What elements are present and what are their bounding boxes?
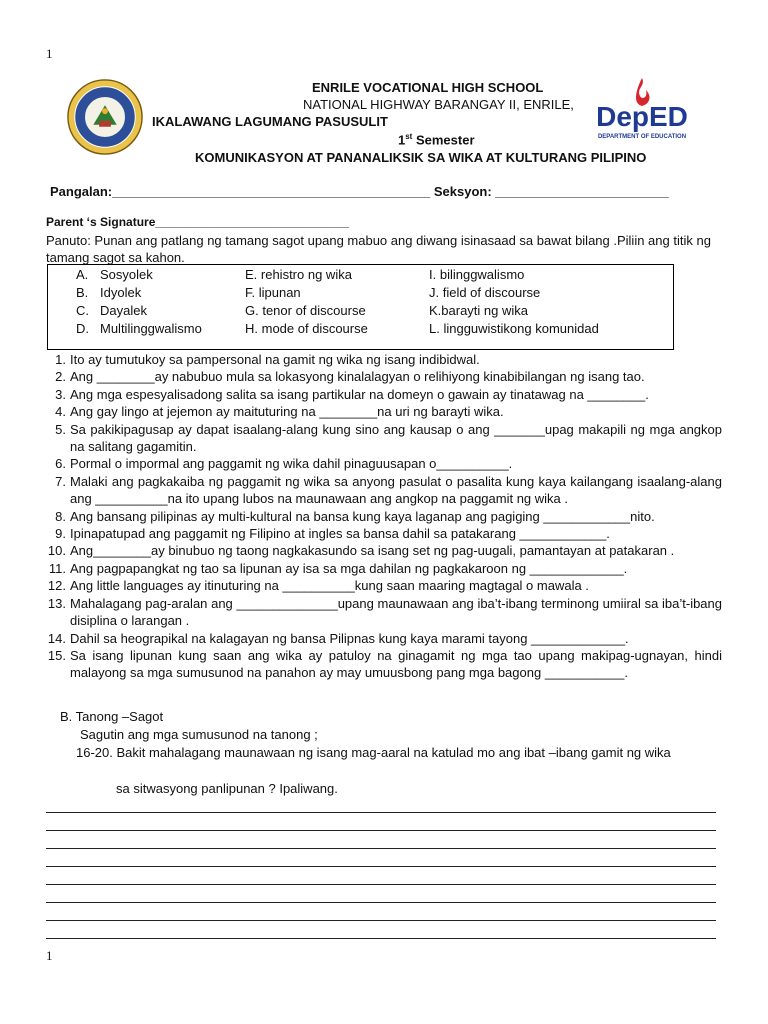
- page-number-bottom: 1: [46, 948, 53, 963]
- semester: [398, 132, 475, 147]
- item-text: Ang________ay binubuo ng taong nagkakasundo sa isang set ng pag-uugali, pamantayan at patakaran .: [70, 543, 675, 559]
- deped-logo-text: DepED: [596, 101, 688, 132]
- choice-e: E. rehistro ng wika: [245, 267, 352, 282]
- answer-line[interactable]: [46, 830, 716, 831]
- item-number: 10.: [47, 543, 66, 559]
- item-text: Ang gay lingo at jejemon ay maituturing na ________na uri ng barayti wika.: [70, 404, 504, 420]
- item-text: Ang bansang pilipinas ay multi-kultural na bansa kung kaya laganap ang pagiging ____________nito.: [70, 508, 655, 524]
- choice-letter-c: C.: [76, 303, 89, 318]
- part-b-title: B. Tanong –Sagot: [60, 709, 164, 724]
- choice-c: Dayalek: [100, 303, 147, 318]
- list-item: [42, 368, 722, 385]
- item-number: 7.: [55, 473, 66, 489]
- choice-l: L. lingguwistikong komunidad: [429, 321, 599, 336]
- item-number: 1.: [55, 352, 66, 367]
- item-number: 14.: [47, 630, 66, 646]
- item-text: Dahil sa heograpikal na kalagayan ng bansa Pilipnas kung kaya marami tayong _____________.: [70, 630, 629, 646]
- instructions: Panuto: Punan ang patlang ng tamang sagot upang mabuo ang diwang isinasaad sa bawat bilang .Piliin ang titik ng tamang sagot sa kahon.: [46, 233, 711, 265]
- page-number-top: 1: [46, 46, 53, 61]
- item-number: 2.: [55, 369, 66, 385]
- item-text: Sa isang lipunan kung saan ang wika ay patuloy na ginagamit ng mga tao upang makipag-ugnayan, hindi malayong sa mga sumusunod na panahon ay may umuusbong pang mga bagong ___________.: [70, 647, 722, 681]
- item-text: Ito ay tumutukoy sa pampersonal na gamit ng wika ng isang indibidwal.: [70, 352, 480, 367]
- list-item: [42, 595, 722, 630]
- item-number: 13.: [47, 595, 66, 611]
- choice-b: Idyolek: [100, 285, 142, 300]
- list-item: [42, 455, 722, 472]
- item-number: 9.: [55, 526, 66, 542]
- item-number: 12.: [47, 578, 66, 594]
- list-item: [42, 630, 722, 647]
- item-number: 6.: [55, 456, 66, 472]
- school-seal-logo: [66, 78, 144, 156]
- choice-letter-b: B.: [76, 285, 89, 300]
- subject-title: KOMUNIKASYON AT PANANALIKSIK SA WIKA AT KULTURANG PILIPINO: [195, 150, 647, 165]
- item-number: 3.: [55, 386, 66, 402]
- answer-line[interactable]: [46, 866, 716, 867]
- item-text: Ang mga espesyalisadong salita sa isang partikular na domeyn o gawain ay tinatawag na ________.: [70, 386, 649, 402]
- answer-line[interactable]: [46, 902, 716, 903]
- answer-line[interactable]: [46, 848, 716, 849]
- item-text: Pormal o impormal ang paggamit ng wika dahil pinaguusapan o__________.: [70, 456, 513, 472]
- list-item: [42, 560, 722, 577]
- list-item: [42, 525, 722, 542]
- semester-word: Semester: [412, 132, 475, 148]
- list-item: [42, 542, 722, 559]
- choice-i: I. bilinggwalismo: [429, 267, 525, 282]
- answer-line[interactable]: [46, 884, 716, 885]
- school-name: ENRILE VOCATIONAL HIGH SCHOOL: [312, 80, 544, 95]
- answer-line[interactable]: [46, 938, 716, 939]
- name-section-field[interactable]: Pangalan:____________________________________________ Seksyon: ________________________: [50, 184, 669, 199]
- item-text: Malaki ang pagkakaiba ng paggamit ng wika sa anyong pasulat o pasalita kung kaya kailangang isaalang-alang ang __________na ito upang lubos na maunawaan ang angkop na paggamit ng wika .: [70, 473, 722, 507]
- item-number: 15.: [47, 647, 66, 663]
- choice-j: J. field of discourse: [429, 285, 541, 300]
- choice-letter-d: D.: [76, 321, 89, 336]
- deped-logo: [596, 76, 688, 142]
- semester-superscript: st: [405, 132, 413, 141]
- school-address: NATIONAL HIGHWAY BARANGAY II, ENRILE,: [303, 97, 574, 112]
- list-item: [42, 508, 722, 525]
- part-b-direction: Sagutin ang mga sumusunod na tanong ;: [80, 727, 318, 742]
- item-text: Ang little languages ay itinuturing na __________kung saan maaring magtagal o mawala .: [70, 578, 589, 594]
- item-number: 4.: [55, 404, 66, 420]
- item-text: Mahalagang pag-aralan ang ______________upang maunawaan ang iba’t-ibang terminong umiiral sa iba’t-ibang disiplina o larangan .: [70, 595, 722, 629]
- semester-number: 1: [398, 132, 406, 148]
- choice-d: Multilinggwalismo: [100, 321, 202, 336]
- list-item: [42, 647, 722, 682]
- list-item: [42, 403, 722, 420]
- item-text: Ipinapatupad ang paggamit ng Filipino at ingles sa bansa dahil sa patakarang ____________.: [70, 526, 610, 542]
- choice-g: G. tenor of discourse: [245, 303, 366, 318]
- item-text: Sa pakikipagusap ay dapat isaalang-alang kung sino ang kausap o ang _______upag makapili ng mga angkop na salitang gagamitin.: [70, 421, 722, 455]
- question-list: [42, 351, 722, 682]
- list-item: [42, 577, 722, 594]
- list-item: [42, 351, 722, 368]
- exam-title: IKALAWANG LAGUMANG PASUSULIT: [152, 114, 388, 129]
- choice-f: F. lipunan: [245, 285, 301, 300]
- list-item: [42, 386, 722, 403]
- item-number: 11.: [48, 560, 66, 576]
- parent-signature-field[interactable]: Parent ‘s Signature_____________________________: [46, 215, 349, 229]
- answer-line[interactable]: [46, 812, 716, 813]
- choice-h: H. mode of discourse: [245, 321, 368, 336]
- item-number: 5.: [55, 421, 66, 437]
- part-b-question-continuation: sa sitwasyong panlipunan ? Ipaliwang.: [116, 781, 338, 796]
- item-text: Ang pagpapangkat ng tao sa lipunan ay isa sa mga dahilan ng pagkakaroon ng _____________.: [70, 560, 628, 576]
- choice-letter-a: A.: [76, 267, 89, 282]
- deped-logo-tagline: DEPARTMENT OF EDUCATION: [597, 134, 687, 140]
- list-item: [42, 421, 722, 456]
- list-item: [42, 473, 722, 508]
- answer-line[interactable]: [46, 920, 716, 921]
- item-number: 8.: [55, 508, 66, 524]
- item-text: Ang ________ay nabubuo mula sa lokasyong kinalalagyan o relihiyong kinabibilangan ng isang tao.: [70, 369, 645, 385]
- part-b-question: 16-20. Bakit mahalagang maunawaan ng isang mag-aaral na katulad mo ang ibat –ibang gamit ng wika: [76, 745, 671, 760]
- choice-a: Sosyolek: [100, 267, 153, 282]
- choice-k: K.barayti ng wika: [429, 303, 528, 318]
- choices-box: [47, 264, 674, 350]
